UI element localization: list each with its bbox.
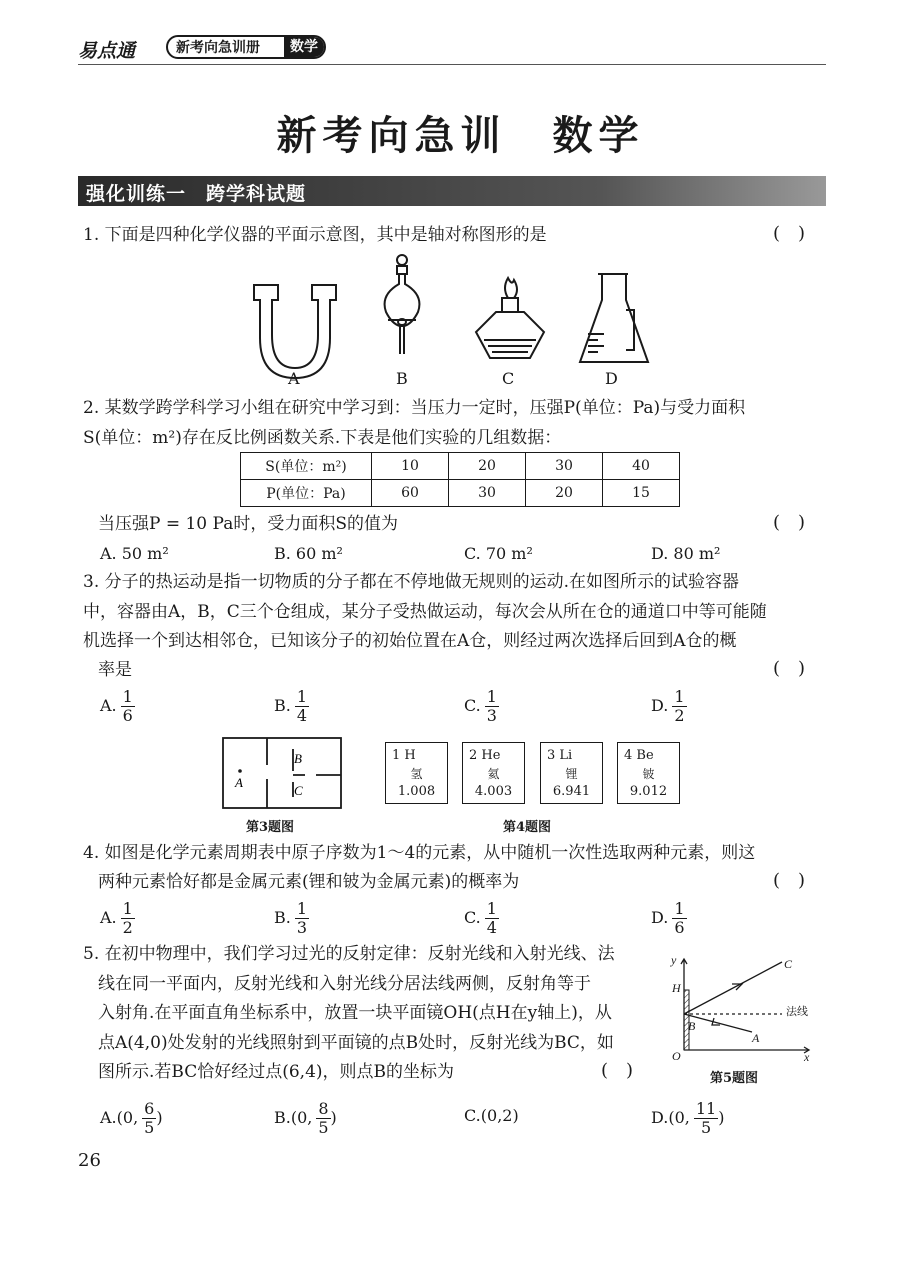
element-number: 1 H	[392, 748, 416, 763]
table-row-label: P(单位：Pa)	[241, 480, 372, 507]
denominator: 6	[674, 918, 685, 937]
numerator: 1	[122, 899, 133, 918]
table-cell: 15	[603, 480, 680, 507]
option-letter: A.	[100, 696, 117, 715]
origin-label: O	[672, 1049, 681, 1062]
q2-answer-paren: ()	[772, 512, 823, 533]
fraction	[121, 900, 135, 937]
option-letter: D.	[651, 696, 669, 715]
q3-line4: 率是	[98, 660, 132, 680]
book-subject: 数学	[284, 37, 324, 57]
denominator: 2	[122, 918, 133, 937]
q5-option-b	[274, 1100, 337, 1137]
table-row-label: S(单位：m²)	[241, 453, 372, 480]
x-axis-label: x	[804, 1050, 810, 1062]
numerator: 11	[695, 1099, 717, 1118]
q5-line2: 线在同一平面内，反射光线和入射光线分居法线两侧，反射角等于	[98, 974, 591, 994]
element-card-li	[540, 742, 603, 804]
normal-label: 法线	[786, 1005, 808, 1018]
table-cell: 20	[449, 453, 526, 480]
option-letter: C.	[464, 696, 481, 715]
header-rule	[78, 64, 826, 65]
q4-option-b	[274, 900, 309, 937]
alcohol-lamp-icon	[476, 278, 544, 358]
element-number: 2 He	[469, 748, 501, 763]
table-cell: 10	[372, 453, 449, 480]
coord-value: (0,2)	[480, 1106, 519, 1125]
q4-line1: 4. 如图是化学元素周期表中原子序数为1～4的元素，从中随机一次性选取两种元素，则这	[83, 843, 756, 863]
option-letter: D.	[651, 908, 669, 927]
q5-line4: 点A(4,0)处发射的光线照射到平面镜的点B处时，反射光线为BC，如	[98, 1033, 614, 1053]
denominator: 6	[122, 706, 133, 725]
u-tube-icon	[254, 285, 336, 378]
y-axis-label: y	[671, 953, 677, 967]
option-letter: B.	[274, 908, 291, 927]
option-letter: A.	[100, 1108, 117, 1127]
element-name: 铍	[642, 767, 655, 781]
q3-option-c	[464, 688, 499, 725]
numerator: 1	[486, 899, 497, 918]
element-name: 氦	[487, 767, 500, 781]
element-card-be	[617, 742, 680, 804]
q3-option-b	[274, 688, 309, 725]
denominator: 5	[700, 1118, 712, 1137]
numerator: 6	[144, 1099, 155, 1118]
fraction	[142, 1100, 156, 1137]
q5-line1: 5. 在初中物理中，我们学习过光的反射定律：反射光线和入射光线、法	[83, 944, 615, 964]
q5-reflection-figure	[664, 950, 824, 1062]
q1-label-b: B	[396, 369, 408, 388]
element-name: 锂	[565, 767, 578, 781]
ray-ab-arrow-icon	[712, 1018, 720, 1025]
q2-option-a: A. 50 m²	[100, 544, 169, 563]
numerator: 1	[296, 687, 308, 706]
table-cell: 40	[603, 453, 680, 480]
q1-label-a: A	[288, 369, 300, 388]
book-title-badge	[166, 35, 326, 59]
pressure-area-table	[240, 452, 680, 507]
element-number: 3 Li	[547, 748, 573, 763]
fraction	[295, 900, 309, 937]
element-card-h	[385, 742, 448, 804]
separatory-funnel-icon	[385, 255, 420, 354]
coord-open: (0,	[116, 1108, 139, 1127]
q2-line2: S(单位：m²)存在反比例函数关系.下表是他们实验的几组数据：	[83, 428, 562, 448]
fraction	[672, 900, 686, 937]
table-cell: 60	[372, 480, 449, 507]
chamber-b-label: B	[294, 751, 302, 766]
fraction	[694, 1100, 718, 1137]
q3-answer-paren: ()	[772, 658, 823, 679]
numerator: 1	[122, 687, 133, 706]
q2-option-c: C. 70 m²	[464, 544, 533, 563]
point-h-label: H	[672, 981, 681, 995]
chamber-c-label: C	[294, 783, 303, 798]
option-letter: A.	[100, 908, 117, 927]
q4-option-d	[651, 900, 687, 937]
q2-question: 当压强P = 10 Pa时，受力面积S的值为	[98, 514, 398, 534]
point-c-label: C	[784, 957, 793, 971]
q1-label-d: D	[605, 369, 618, 388]
numerator: 1	[674, 899, 685, 918]
q5-figure-caption: 第5题图	[710, 1071, 759, 1086]
q4-option-c	[464, 900, 499, 937]
q4-option-a	[100, 900, 135, 937]
q5-line3: 入射角.在平面直角坐标系中，放置一块平面镜OH(点H在y轴上)，从	[98, 1003, 612, 1023]
page-number: 26	[78, 1150, 101, 1171]
q3-option-d	[651, 688, 687, 725]
element-mass: 6.941	[552, 784, 591, 799]
q5-option-c	[464, 1106, 519, 1125]
q3-container-figure	[220, 735, 345, 810]
q5-line5: 图所示.若BC恰好经过点(6,4)，则点B的坐标为	[98, 1062, 455, 1082]
table-cell: 30	[449, 480, 526, 507]
fraction	[316, 1100, 330, 1137]
section-banner	[78, 176, 826, 206]
book-title: 新考向急训册	[176, 40, 260, 56]
table-row	[241, 480, 680, 507]
coord-close: )	[330, 1108, 337, 1127]
fraction	[121, 688, 135, 725]
coord-open: (0,	[290, 1108, 313, 1127]
denominator: 4	[296, 706, 308, 725]
fraction	[672, 688, 686, 725]
q3-option-a	[100, 688, 135, 725]
element-card-he	[462, 742, 525, 804]
option-letter: B.	[274, 696, 291, 715]
q5-answer-paren: ()	[600, 1060, 651, 1081]
element-mass: 1.008	[397, 784, 436, 799]
fraction	[485, 688, 499, 725]
q2-option-d: D. 80 m²	[651, 544, 721, 563]
numerator: 1	[674, 687, 685, 706]
option-letter: C.	[464, 908, 481, 927]
fraction	[485, 900, 499, 937]
coord-close: )	[156, 1108, 163, 1127]
table-cell: 30	[526, 453, 603, 480]
element-mass: 9.012	[629, 784, 668, 799]
q3-line3: 机选择一个到达相邻仓，已知该分子的初始位置在A仓，则经过两次选择后回到A仓的概	[83, 631, 737, 651]
q1-answer-paren: ()	[772, 223, 823, 244]
page-title: 新考向急训 数学	[276, 113, 645, 159]
coord-close: )	[718, 1108, 725, 1127]
q1-text: 1. 下面是四种化学仪器的平面示意图，其中是轴对称图形的是	[83, 225, 547, 245]
denominator: 5	[318, 1118, 329, 1137]
point-b-label: B	[688, 1019, 696, 1033]
q3-line1: 3. 分子的热运动是指一切物质的分子都在不停地做无规则的运动.在如图所示的试验容器	[83, 572, 740, 592]
q1-instruments-figure	[240, 250, 670, 385]
fraction	[295, 688, 309, 725]
erlenmeyer-flask-icon	[580, 274, 648, 362]
element-number: 4 Be	[624, 748, 654, 763]
denominator: 3	[486, 706, 497, 725]
element-mass: 4.003	[474, 784, 513, 799]
q2-line1: 2. 某数学跨学科学习小组在研究中学习到：当压力一定时，压强P(单位：Pa)与受力面积	[83, 398, 746, 418]
table-cell: 20	[526, 480, 603, 507]
option-letter: C.	[464, 1106, 481, 1125]
q5-option-d	[651, 1100, 724, 1137]
q5-option-a	[100, 1100, 163, 1137]
element-name: 氢	[410, 767, 423, 781]
q4-answer-paren: ()	[772, 870, 823, 891]
section-title: 强化训练一 跨学科试题	[86, 183, 307, 205]
reflected-ray-bc	[684, 962, 782, 1014]
denominator: 5	[144, 1118, 155, 1137]
q1-label-c: C	[502, 369, 515, 388]
chamber-a-label: A	[235, 775, 243, 790]
q3-line2: 中，容器由A，B，C三个仓组成，某分子受热做运动，每次会从所在仓的通道口中等可能随	[83, 602, 767, 622]
numerator: 1	[296, 899, 308, 918]
numerator: 1	[486, 687, 497, 706]
point-a-label: A	[752, 1031, 760, 1045]
option-letter: D.	[651, 1108, 669, 1127]
table-row	[241, 453, 680, 480]
denominator: 4	[486, 918, 497, 937]
q4-figure-caption: 第4题图	[503, 820, 552, 835]
q3-figure-caption: 第3题图	[246, 820, 295, 835]
denominator: 3	[296, 918, 308, 937]
q2-option-b: B. 60 m²	[274, 544, 343, 563]
denominator: 2	[674, 706, 685, 725]
numerator: 8	[318, 1099, 329, 1118]
coord-open: (0,	[668, 1108, 690, 1127]
brand-logo: 易点通	[78, 40, 136, 62]
q4-line2: 两种元素恰好都是金属元素(锂和铍为金属元素)的概率为	[98, 872, 520, 892]
option-letter: B.	[274, 1108, 291, 1127]
